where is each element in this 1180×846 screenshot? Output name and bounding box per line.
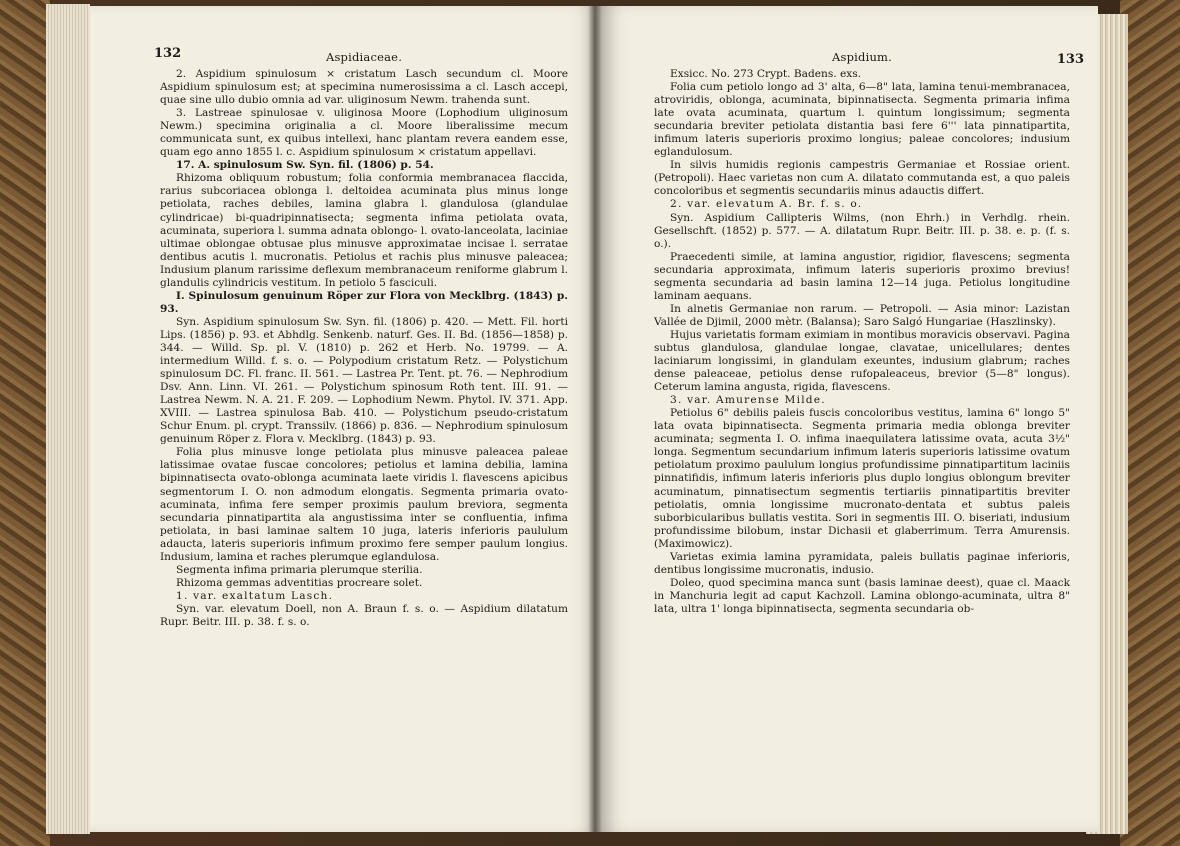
paragraph: In silvis humidis regionis campestris Germaniae et Rossiae orient. (Petropoli). Haec varietas non cum A. dilatato commutanda est, a quo paleis concoloribus et segmentis secundariis minus adauctis differt. — [654, 159, 1070, 198]
paragraph: Hujus varietatis formam eximiam in montibus moravicis observavi. Pagina subtus glandulosa, glandulae longae, clavatae, unicellulares; dentes laciniarum longissimi, in glandulam exeuntes, indusium glabrum; raches dense paleaceae, petiolus dense rufopaleaceus, brevior (5—8" longus). Ceterum lamina angusta, rigida, flavescens. — [654, 328, 1070, 394]
paragraph: Rhizoma obliquum robustum; folia conformia membranacea flaccida, rarius subcoriacea oblonga l. deltoidea acuminata plus minus longe petiolata, raches debiles, lamina glabra l. glandulosa (glandulae cylindricae) bi-quadripinnatisecta; segmenta infima petiolata ovata, acuminata, superiora l. summa adnata oblongo- l. ovato-lanceolata, laciniae ultimae oblongae obtusae plus minusve approximatae incisae l. serratae dentibus acutis l. mucronatis. Petiolus et rachis plus minusve paleacea; Indusium planum rarissime deflexum membranaceum reniforme glabrum l. glandulis cylindricis vestitum. In petiolo 5 fasciculi. — [160, 172, 568, 289]
paragraph: Exsicc. No. 273 Crypt. Badens. exs. — [670, 68, 862, 80]
variety-heading: 1. var. exaltatum Lasch. — [176, 589, 334, 602]
book-gutter — [588, 6, 602, 832]
right-page — [598, 6, 1098, 832]
paragraph: Doleo, quod specimina manca sunt (basis laminae deest), quae cl. Maack in Manchuria legit ad caput Kachzoll. Lamina oblongo-acuminata, ultra 8" lata, ultra 1' longa bipinnatisecta, segmenta secundaria ob- — [654, 576, 1070, 615]
paragraph: Segmenta infima primaria plerumque sterilia. — [176, 563, 423, 576]
right-running-head — [654, 46, 1084, 68]
variety-heading: 3. var. Amurense Milde. — [670, 394, 826, 407]
paragraph: Praecedenti simile, at lamina angustior, rigidior, flavescens; segmenta secundaria approximata, infimum lateris superioris proximo brevius! segmenta secundaria ad basin lamina 12—14 juga. Petiolus longitudine laminam aequans. — [654, 250, 1070, 302]
right-page-number: 133 — [1056, 52, 1084, 67]
right-running-title: Aspidium. — [831, 50, 893, 64]
paragraph: Petiolus 6" debilis paleis fuscis concoloribus vestitus, lamina 6" longo 5" lata ovata bipinnatisecta. Segmenta primaria media oblonga breviter acuminata; segmenta I. O. infima inaequilatera latissime ovata, acuta 3½" longa. Segmentum secundarium infimum lateris superioris latissime ovatum petiolatum proximo paululum longius profundissime pinnatipartitum laciniis pinnatifidis, infimum lateris inferioris plus duplo longius oblongum breviter acuminatum, pinnatisectum segmentis tertiariis pinnatipartitis breviter petiolatis, omnia longissime mucronato-dentata et subtus paleis suborbicularibus bullatis vestita. Sori in segmentis III. O. biseriati, indusium profundissime bilobum, instar Dichasii et glaberrimum. Terra Amurensis. (Maximowicz). — [654, 407, 1070, 550]
left-body-text — [160, 68, 568, 629]
paragraph: In alnetis Germaniae non rarum. — Petropoli. — Asia minor: Lazistan Vallée de Djimil, 2000 mètr. (Balansa); Saro Salgó Hungariae (Haszlinsky). — [654, 302, 1070, 328]
paragraph: Folia plus minusve longe petiolata plus minusve paleacea paleae latissimae ovatae fuscae concolores; petiolus et lamina debilia, lamina bipinnatisecta ovato-oblonga acuminata laete viridis l. flavescens apicibus segmentorum I. O. non admodum elongatis. Segmenta primaria ovato-acuminata, infima fere semper proximis paulum breviora, segmenta secundaria pinnatipartita ala angustissima inter se confluentia, infima petiolata, in basi laminae saltem 10 juga, lateris inferioris paululum adaucta, lateris superioris infimum proximo fere semper paulum longius. Indusium, lamina et raches plerumque eglandulosa. — [160, 446, 568, 563]
left-page-number: 132 — [154, 46, 182, 61]
species-heading: 17. A. spinulosum Sw. Syn. fil. (1806) p. 54. — [176, 159, 434, 172]
paragraph: 3. Lastreae spinulosae v. uliginosa Moore (Lophodium uliginosum Newm.) specimina originalia a cl. Moore liberalissime mecum communicata sunt, ex quibus intellexi, hanc plantam revera eandem esse, quam ego anno 1855 l. c. Aspidium spinulosum × cristatum appellavi. — [160, 107, 568, 159]
right-body-text — [654, 68, 1070, 616]
paragraph: Syn. var. elevatum Doell, non A. Braun f. s. o. — Aspidium dilatatum Rupr. Beitr. III. p. 38. f. s. o. — [160, 602, 568, 628]
left-page-edges — [46, 4, 90, 834]
paragraph: Syn. Aspidium spinulosum Sw. Syn. fil. (1806) p. 420. — Mett. Fil. horti Lips. (1856) p. 93. et Abhdlg. Senkenb. naturf. Ges. II. Bd. (1856—1858) p. 344. — Willd. Sp. pl. V. (1810) p. 262 et Herb. No. 19799. — A. intermedium Willd. f. s. o. — Polypodium cristatum Retz. — Polystichum spinulosum DC. Fl. franc. II. 561. — Lastrea Pr. Tent. pt. 76. — Nephrodium Dsv. Ann. Linn. VI. 261. — Polystichum spinosum Roth tent. III. 91. — Lastrea Newm. N. A. 21. F. 209. — Lophodium Newm. Phytol. IV. 371. App. XVIII. — Lastrea spinulosa Bab. 410. — Polystichum pseudo-cristatum Schur Enum. pl. crypt. Transsilv. (1866) p. 836. — Nephrodium spinulosum genuinum Röper z. Flora v. Mecklbrg. (1843) p. 93. — [160, 315, 568, 446]
left-cover-marbling — [0, 0, 50, 846]
subspecies-heading: I. Spinulosum genuinum Röper zur Flora von Mecklbrg. (1843) p. 93. — [160, 289, 568, 315]
paragraph: Folia cum petiolo longo ad 3' alta, 6—8" lata, lamina tenui-membranacea, atroviridis, oblonga, acuminata, bipinnatisecta. Segmenta primaria infima late ovata acuminata, quartum l. quintum longissimum; segmenta secundaria breviter petiolata distantia basi fere 6''' lata pinnatipartita, infimum lateris superioris proximo longius; paleae concolores; indusium eglandulosum. — [654, 81, 1070, 159]
paragraph: 2. Aspidium spinulosum × cristatum Lasch secundum cl. Moore Aspidium spinulosum est; at specimina numerosissima a cl. Lasch accepi, quae sine ullo dubio omnia ad var. uliginosum Newm. trahenda sunt. — [160, 68, 568, 107]
variety-heading: 2. var. elevatum A. Br. f. s. o. — [670, 198, 863, 211]
paragraph: Syn. Aspidium Callipteris Wilms, (non Ehrh.) in Verhdlg. rhein. Gesellschft. (1852) p. 577. — A. dilatatum Rupr. Beitr. III. p. 38. e. p. (f. s. o.). — [654, 211, 1070, 250]
paragraph: Varietas eximia lamina pyramidata, paleis bullatis paginae inferioris, dentibus longissime mucronatis, indusio. — [654, 550, 1070, 576]
right-cover-marbling — [1120, 0, 1180, 846]
left-running-title: Aspidiaceae. — [325, 50, 403, 64]
paragraph: Rhizoma gemmas adventitias procreare solet. — [176, 576, 423, 589]
left-running-head — [154, 46, 568, 68]
left-page — [90, 6, 598, 832]
